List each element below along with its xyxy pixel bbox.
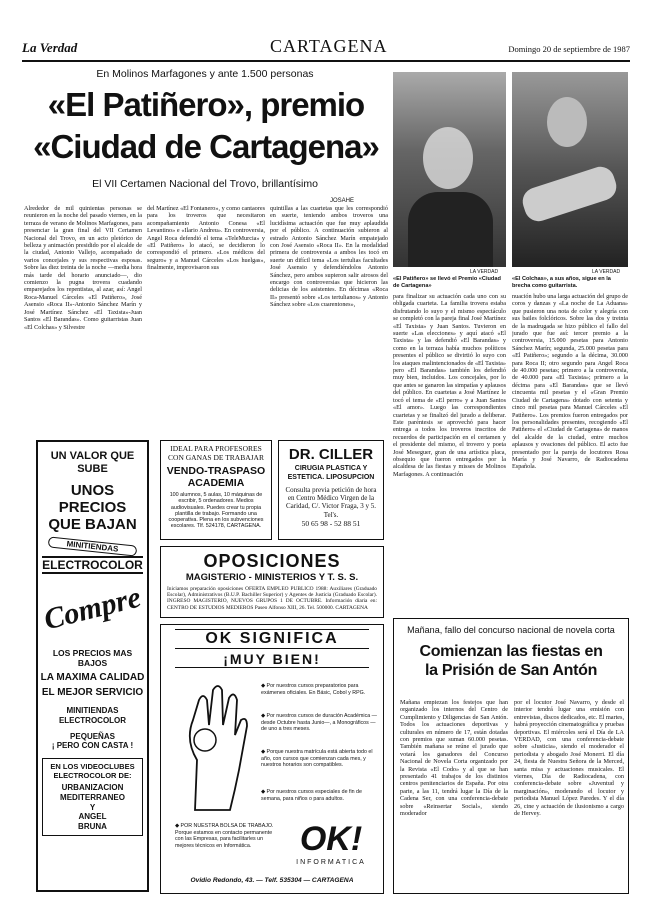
ad-ok-informatica [160,624,384,894]
ad-ciller-body: Consulta previa petición de hora en Centro Médico Virgen de la Caridad, C/. Victor Fraga, 3 y 5. Tel's. [285,486,377,519]
photo-el-colchas [512,72,628,267]
ad-dr-ciller [278,440,384,540]
ad-line-minitiendas: MINITIENDAS ELECTROCOLOR [58,706,127,725]
photo-body-shape [408,192,493,267]
ad-line-urbanizacion: URBANIZACION MEDITERRANEO [60,783,125,802]
ad-compre-script: Compre [40,580,145,637]
page-header [22,38,630,60]
second-headline-1: Comienzan las fiestas en [419,643,603,660]
ad-brand-top: MINITIENDAS [48,536,138,556]
ok-hand-illustration [175,680,255,820]
ok-bullet-1: ◆ Por nuestros cursos preparatorios para exámenes oficiales. En Básic, Cobol y RPG. [261,683,366,696]
ad-electrocolor [36,440,149,892]
ok-bullet-5: ◆ POR NUESTRA BOLSA DE TRABAJO. Porque estamos en contacto permanente con las Empresas, para facilitarles un mejores técnicos en Informática. [175,823,274,849]
ad-academia [160,440,272,540]
ad-ok-sub: ¡MUY BIEN! [175,651,369,668]
ad-academia-body: 100 alumnos, 5 aulas, 10 máquinas de escribir, 5 ordenadores. Medios audiovisuales. Puedes crear tu propia plantilla de trabajo. Formando una cooperativa. Plena en los subvenciones escolares. Tlf. 524178, CARTAGENA. [168,492,264,530]
ok-bullet-3-text: Porque nuestra matrícula está abierta todo el año, con cursos que comienzan cada mes, y nuestros horarios son compatibles. [261,749,373,769]
ad-ciller-name: DR. CILLER [288,446,374,463]
article-headline-line-1: «El Patiñero», premio [47,86,365,123]
guitar-shape [519,163,620,225]
ok-bullet-4-text: Por nuestros cursos especiales de fin de semana, para niños o para adultos. [261,789,362,802]
ad-line-precios: UNOS PRECIOS QUE BAJAN [48,482,137,533]
second-column-2: por el locutor José Navarro, y desde el interior tendrá lugar una emisión con entrevistas, discos dedicados, etc. El martes, habrá proyección cinematográfica y pruebas deportivas. El miércoles será el Día de LA VERDAD, con una conferencia-debate sobre «Justicia», siendo el moderador el periodista y abogado José Monerri. El día 24, fiesta de Nuestra Señora de la Merced, santa misa y actuaciones musicales. El viernes, Día de Radiocadena, con conferencia-debate sobre «Juventud y marginación», moderando el locutor y periodista Manuel López Paredes. Y el día 26, cine y actuación de ilusionismo a cargo de Hervey. [514,699,624,818]
ad-line-y: Y [89,803,96,812]
ok-bullet-4: ◆ Por nuestros cursos especiales de fin de semana, para niños o para adultos. [261,789,362,802]
ok-bullet-3: ◆ Porque nuestra matrícula está abierta todo el año, con cursos que comienzan cada mes, y nuestros horarios son compatibles. [261,749,373,769]
article-kicker: En Molinos Marfagones y ante 1.500 personas [96,68,314,80]
ad-academia-top: IDEAL PARA PROFESORES CON GANAS DE TRABAJAR [168,444,264,462]
ad-ok-title: OK SIGNIFICA [175,629,369,649]
article-byline: JOSAHE [330,198,355,204]
article-subtitle: El VII Certamen Nacional del Trovo, brillantísimo [92,178,318,190]
ad-ciller-phones: 50 65 98 - 52 88 51 [301,518,361,528]
ad-oposiciones [160,546,384,618]
photo-2-credit: LA VERDAD [592,269,621,275]
ad-line-angel-bruna: ANGEL BRUNA [78,812,107,831]
second-headline-2: la Prisión de San Antón [424,662,598,679]
ok-bullet-5-text: POR NUESTRA BOLSA DE TRABAJO. Porque estamos en contacto permanente con las Empresas, para facilitarles un mejores técnicos en Informática. [175,823,274,849]
ok-bullet-2: ◆ Por nuestros cursos de duración Académica —desde Octubre hasta Junio—, a Monográficos —de uno a tres meses. [261,713,377,733]
header-rule [22,60,630,62]
ad-line-valor: UN VALOR QUE SUBE [50,450,135,475]
photo-face-shape-2 [547,97,587,147]
photo-2-caption: «El Colchas», a sus años, sigue en la brecha como guitarrista. [512,276,611,289]
article-column-3: quintillas a las cuartetas que les correspondió en suerte, teniendo ambos troveros una lucidísima actuación que fue muy aplaudida por el público. A continuación subieron al estrado Antonio Sánchez Marín empatejado con José Asensio «Roca II». En la modalidad primera de controversia a ambos les tocó en suerte un difícil tema «Los tertulias facultades José Asensio y defendiéndolos Antonio Sánchez, pero ambos supieron salir airosos del encargo con controversias que hicieron las delicias de los asistentes. En décimas «Roca II» presentó sobre «Los tertulianos» y Antonio Sánchez sobre «Los cuarentones», [270,205,388,309]
article-column-2: del Martínez «El Fontanero», y como cantaores para los troveros que necesitaron acompañamiento Antonio Conesa «El Levantino» e «Ilario Andreu». En controversia, Angel Roca defendió el tema «TeleMurcia» y «El Patiñero» lo atacó, se decidieron lo correspondió el primero. «Los médicos del seguro» y a Manuel Cárceles «Los huelgas», finalmente, improvisaron sus [147,205,265,272]
ad-academia-title: VENDO-TRASPASO ACADEMIA [166,465,266,489]
article-column-5: nuación hubo una larga actuación del grupo de coros y danzas y «La noche de La Aduana» que pusieron una nota de color y alegría con sus bailes folclóricos. Sobre las dos y treinta de la madrugada se hizo público el fallo del jurado que fue así: tercer premio a la controversia, 15.000 pesetas para Antonio Sánchez Marín; segunda, 25.000 pesetas para «El Patiñero»; segundo a la décima, 30.000 para Roca II; otro segundo para Angel Roca de 40.000 pesetas; primero a la controversia, de 40.000 para «El Taxista»; primero a la décima para «El Barandas» que se llevó cincuenta mil pesetas y el «Gran Premio Ciudad de Cartagena» dotado con setenta y cinco mil pesetas para Manuel Cárceles «El Patiñero». Los premios fueron entregados por los personalidades presentes, recogiendo «El Patiñero» el «Ciudad de Cartagena» de manos del alcalde de la ciudad, entre muchos aplausos y ovaciones del público. El acto fue presentado por la pareja de locutores Rosa María y José Navarro, de Radiocadena Española. [512,293,628,471]
ad-opos-body: Iniciamos preparación oposiciones OFERTA EMPLEO PUBLICO 1988: Auxiliares (Graduado Escolar), Administrativos (B.U.P. Bachiller Superior) y Agentes de Justicia (Graduado Escolar). INGRESO MAGISTERIO, NUEVOS GRUPOS 1 DE OCTUBRE. Información diaria en: CENTRO DE ESTUDIOS MEDIEROS Paseo Alfonso XIII, 26. Tel. 500000. CARTAGENA [167,586,377,611]
ad-brand: ELECTROCOLOR [42,558,143,572]
second-column-1: Mañana empiezan los festejos que han organizado los internos del Centro de Cumplimiento y Diligencias de San Antón. Todos los actuaciones deportivas y culturales en número de 17, están dotadas con premios que suman 60.000 pesetas. También mañana se reúne el jurado que votará los ganadores del Concurso Nacional de Novela Corta organizado por la Revista «El Codo» y al que se han presentado 41 trabajos de los distintos centros penitenciarios de España. Por otra parte, a las 11, tendrá lugar la Día de la Cadena Ser, con una conferencia-debate sobre «Reinsertar Social», siendo moderador [400,699,508,818]
ad-opos-sub: MAGISTERIO - MINISTERIOS Y T. S. S. [185,572,359,583]
second-kicker: Mañana, fallo del concurso nacional de novela corta [407,625,615,635]
ad-opos-title: OPOSICIONES [203,551,341,571]
second-article [393,618,629,894]
newspaper-logo: La Verdad [22,40,78,55]
photo-1-credit: LA VERDAD [470,269,499,275]
photo-el-patinero [393,72,506,267]
photo-face-shape [423,127,473,189]
ok-logo: OK! [299,820,363,858]
section-title: CARTAGENA [270,36,388,56]
ad-line-videoclubes: EN LOS VIDEOCLUBES ELECTROCOLOR DE: [50,762,135,780]
article-column-4: para finalizar su actuación cada uno con su obligada cuarteta. La familia trovera estaba disfrutando lo suyo y el mismo espectáculo se completó con la pareja final José Martínez «El Taxista» y Juan Santos. Tuvieron en suerte «Las elecciones» y aquí atacó «El Taxista» y las defendió «El Barandas» y como en la terraza había muchos políticos presentes el público se divirtió lo suyo con los ataques malintencionados de «El Taxista» pero «El Barandas» también los defendió muy bien, incluidos. Los concejales, por lo que antes se ganaron las simpatías y aplausos del público. En cuartetas a José Martínez le tocó el tema de «El perro» y a Juan Santos «El amor». Luego las correspondientes cuartetas y se finalizó del jurado a deliberar. Este paréntesis se aprovechó para hacer entrega a todos los troveros inscritos de recuerdos de participación en el certamen y el presidente del mismo, el trovero y poeta José Meseguer, gran de una artística placa, obsequio que fueron entregados por la alcaldesa de las fiestas y misses de Molinos Marfagones. A continuación [393,293,506,478]
ok-bullet-2-text: Por nuestros cursos de duración Académica —desde Octubre hasta Junio—, a Monográficos —de uno a tres meses. [261,713,377,733]
issue-date: Domingo 20 de septiembre de 1987 [508,44,630,54]
article-headline-line-2: «Ciudad de Cartagena» [33,128,379,165]
photo-1-caption: «El Patiñero» se llevó el Premio «Ciudad de Cartagena» [393,276,501,289]
ad-line-servicio: EL MEJOR SERVICIO [41,687,144,698]
ad-line-casta: ¡ PERO CON CASTA ! [51,741,134,750]
ad-videoclub-box [42,758,143,836]
article-column-1: Alrededor de mil quinientas personas se reunieron en la noche del pasado viernes, en la terraza de verano de Molinos Marfagones, para presenciar la gran final del VII Certamen Nacional del Trovo, en un acto pletórico de belleza y animación presidido por el alcalde de la ciudad, Antonio Vallejo, acompañado de varios concejales y sus respectivas esposas. Sobre las diez treinta de la noche —media hora más tarde del horario anunciado—, dio comienzo la pugna trovera cuadando emparejados los repentistas, al azar, así: Angel Roca-Manuel Cárceles «El Patiñero», José Asensio «Roca II»-Antonio Sánchez Marín y José Martínez Sánchez «El Taxista»-Juan Santos «El Barandas». Como guitarristas Juan «El Colchas» y Silvestre [24,205,142,331]
ad-line-bajos: LOS PRECIOS MAS BAJOS [52,648,133,668]
ok-logo-sub: INFORMATICA [296,859,366,866]
ad-ciller-spec: CIRUGIA PLASTICA Y ESTETICA. LIPOSUPCION [287,465,375,481]
ad-line-pequenas: PEQUEÑAS [70,732,115,741]
ok-bullet-1-text: Por nuestros cursos preparatorios para exámenes oficiales. En Básic, Cobol y RPG. [261,683,366,696]
ad-line-calidad: LA MAXIMA CALIDAD [40,672,145,683]
ok-address: Ovidio Redondo, 43. — Telf. 535304 — CARTAGENA [190,877,354,884]
